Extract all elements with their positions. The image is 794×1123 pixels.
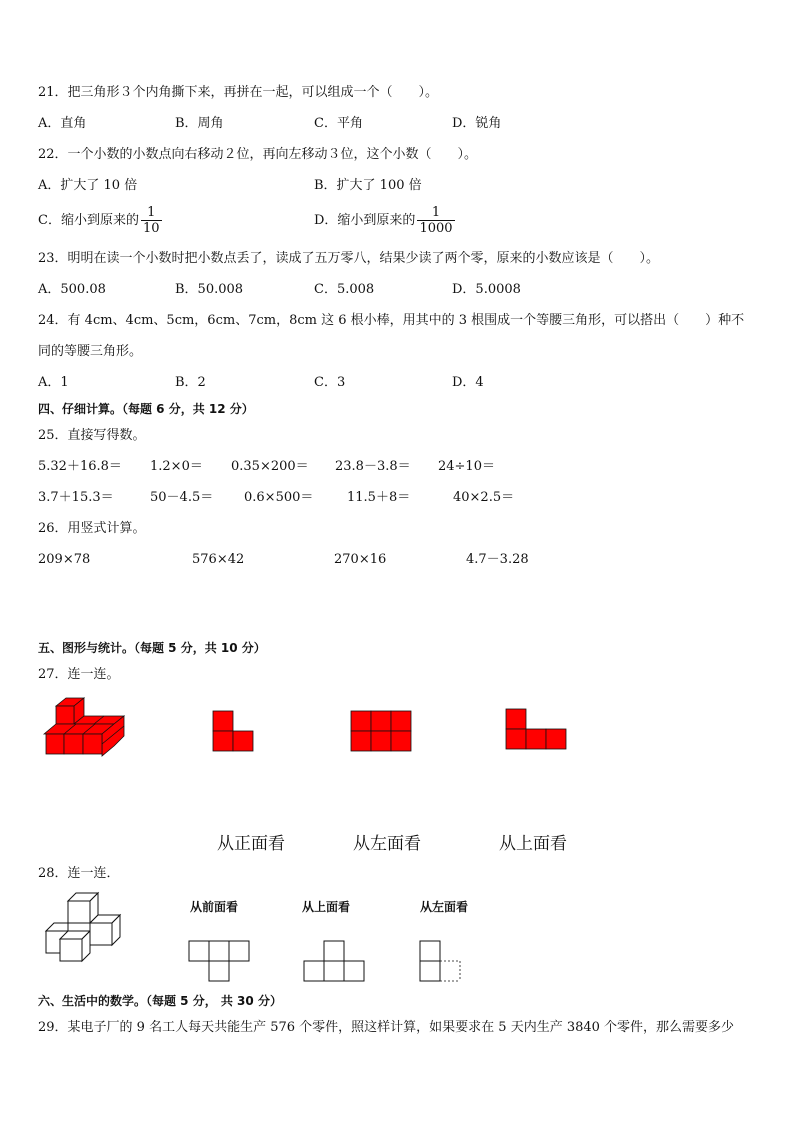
q23-option-b: B．50.008 xyxy=(175,282,244,297)
q22-option-d-prefix: D．缩小到原来的 xyxy=(314,213,416,228)
q28-view-left-shape xyxy=(419,940,465,984)
q25-item: 1.2×0＝ xyxy=(150,459,203,474)
q22-option-d xyxy=(314,204,455,238)
q24-option-a: A．1 xyxy=(38,375,69,390)
q21-option-d: D．锐角 xyxy=(452,116,502,131)
q28-view-label-front: 从前面看 xyxy=(190,900,239,914)
q28-stem: 28．连一连． xyxy=(38,866,120,881)
q29-stem: 29．某电子厂的 9 名工人每天共能生产 576 个零件，照这样计算，如果要求在 5 天内生产 3840 个零件，那么需要多少 xyxy=(38,1020,735,1035)
q24-stem-line1: 24．有 4cm、4cm、5cm，6cm、7cm，8cm 这 6 根小棒，用其中的 3 根围成一个等腰三角形，可以搭出（ ）种不 xyxy=(38,313,745,328)
q23-option-a: A．500.08 xyxy=(38,282,106,297)
cube-face xyxy=(83,734,102,754)
q27-view-label-front: 从正面看 xyxy=(217,834,285,854)
q24-option-b: B．2 xyxy=(175,375,206,390)
q25-item: 11.5＋8＝ xyxy=(347,490,411,505)
q21-option-b: B．周角 xyxy=(175,116,224,131)
q22-option-a: A．扩大了 10 倍 xyxy=(38,178,138,193)
section5-title: 五、图形与统计。（每题 5 分，共 10 分） xyxy=(38,641,266,655)
q27-view-label-top: 从上面看 xyxy=(499,834,567,854)
q22-option-c-fraction: $\frac{1}{10}$ xyxy=(142,205,160,236)
q26-item: 270×16 xyxy=(334,552,387,567)
q25-item: 40×2.5＝ xyxy=(453,490,515,505)
q23-option-c: C．5.008 xyxy=(314,282,375,297)
q22-option-c xyxy=(38,204,162,238)
q22-option-d-fraction: $\frac{1}{1000}$ xyxy=(419,205,453,236)
q22-stem: 22．一个小数的小数点向右移动２位，再向左移动３位，这个小数（ ）。 xyxy=(38,147,478,162)
q24-option-d: D．4 xyxy=(452,375,484,390)
q28-cube-solid xyxy=(44,893,130,965)
q21-stem: 21．把三角形３个内角撕下来，再拼在一起，可以组成一个（ ）。 xyxy=(38,85,439,100)
q28-view-label-top: 从上面看 xyxy=(302,900,351,914)
q25-item: 24÷10＝ xyxy=(438,459,495,474)
q27-view-l-wide xyxy=(505,708,571,752)
q26-stem: 26．用竖式计算。 xyxy=(38,521,146,536)
q21-option-a: A．直角 xyxy=(38,116,87,131)
cube-face xyxy=(64,734,83,754)
q25-item: 0.6×500＝ xyxy=(244,490,314,505)
q24-option-c: C．3 xyxy=(314,375,346,390)
q25-stem: 25．直接写得数。 xyxy=(38,428,146,443)
q26-item: 4.7－3.28 xyxy=(466,552,529,567)
q25-item: 0.35×200＝ xyxy=(231,459,309,474)
q21-option-c: C．平角 xyxy=(314,116,363,131)
cube-face xyxy=(56,706,74,724)
q26-item: 209×78 xyxy=(38,552,91,567)
q22-option-c-prefix: C．缩小到原来的 xyxy=(38,213,139,228)
q28-view-top-shape xyxy=(303,940,367,984)
q25-item: 23.8－3.8＝ xyxy=(335,459,411,474)
q23-option-d: D．5.0008 xyxy=(452,282,521,297)
q25-item: 50－4.5＝ xyxy=(150,490,214,505)
q22-option-b: B．扩大了 100 倍 xyxy=(314,178,422,193)
q27-cube-solid xyxy=(44,698,128,758)
q23-stem: 23．明明在读一个小数时把小数点丢了，读成了五万零八，结果少读了两个零，原来的小数应该是（ ）。 xyxy=(38,251,660,266)
q27-view-grid xyxy=(350,710,414,752)
q25-item: 5.32＋16.8＝ xyxy=(38,459,122,474)
q24-stem-line2: 同的等腰三角形。 xyxy=(38,344,143,359)
q28-view-front-shape xyxy=(188,940,252,984)
q28-view-label-left: 从左面看 xyxy=(420,900,469,914)
q26-item: 576×42 xyxy=(192,552,245,567)
q27-view-l-shape xyxy=(212,710,256,752)
section4-title: 四、仔细计算。（每题 6 分，共 12 分） xyxy=(38,402,254,416)
q27-stem: 27．连一连。 xyxy=(38,667,120,682)
section6-title: 六、生活中的数学。（每题 5 分， 共 30 分） xyxy=(38,994,282,1008)
q25-item: 3.7＋15.3＝ xyxy=(38,490,114,505)
cube-face xyxy=(46,734,64,754)
q27-view-label-left: 从左面看 xyxy=(353,834,421,854)
